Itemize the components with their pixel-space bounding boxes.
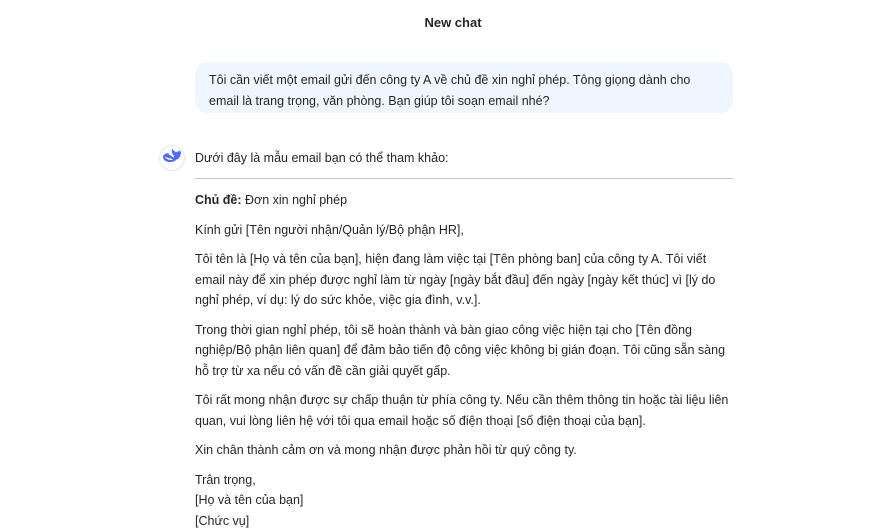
email-closing: Trân trọng, (195, 472, 256, 487)
email-signature-title: [Chức vụ] (195, 513, 250, 528)
email-signature-name: [Họ và tên của bạn] (195, 493, 304, 507)
email-draft (195, 190, 735, 531)
email-paragraph-4: Xin chân thành cảm ơn và mong nhận được phản hồi từ quý công ty. (195, 443, 577, 457)
whale-logo-icon (163, 149, 181, 168)
email-signature (195, 470, 735, 531)
assistant-intro-text: Dưới đây là mẫu email bạn có thể tham khảo: (195, 151, 449, 165)
assistant-avatar (159, 145, 185, 171)
email-paragraph-1: Tôi tên là [Họ và tên của bạn], hiện đang làm việc tại [Tên phòng ban] của công ty A. Tôi viết email này để xin phép được nghỉ làm từ ngày [ngày bắt đầu] đến ngày [ngày kết thúc] vì [lý do nghỉ phép, ví dụ: lý do sức khỏe, việc gia đình, v.v.]. (195, 252, 716, 307)
chat-title: New chat (424, 15, 482, 30)
assistant-message (195, 148, 735, 531)
user-message-text: Tôi cần viết một email gửi đến công ty A về chủ đề xin nghỉ phép. Tông giọng dành cho email là trang trọng, văn phòng. Bạn giúp tôi soạn email nhé? (209, 73, 691, 108)
email-greeting: Kính gửi [Tên người nhận/Quản lý/Bộ phận HR], (195, 222, 464, 237)
email-subject (195, 190, 735, 211)
email-subject-label: Chủ đề: (195, 193, 242, 207)
email-subject-value: Đơn xin nghỉ phép (241, 193, 348, 207)
email-paragraph-2: Trong thời gian nghỉ phép, tôi sẽ hoàn thành và bàn giao công việc hiện tại cho [Tên đồng nghiệp/Bộ phận liên quan] để đảm bảo tiến độ công việc không bị gián đoạn. Tôi cũng sẵn sàng hỗ trợ từ xa nếu có vấn đề cần giải quyết gấp. (195, 322, 726, 378)
email-paragraph-3: Tôi rất mong nhận được sự chấp thuận từ phía công ty. Nếu cần thêm thông tin hoặc tài liệu liên quan, vui lòng liên hệ với tôi qua email hoặc số điện thoại [số điện thoại của bạn]. (195, 393, 729, 428)
divider (195, 178, 733, 179)
user-message-bubble (195, 62, 733, 113)
